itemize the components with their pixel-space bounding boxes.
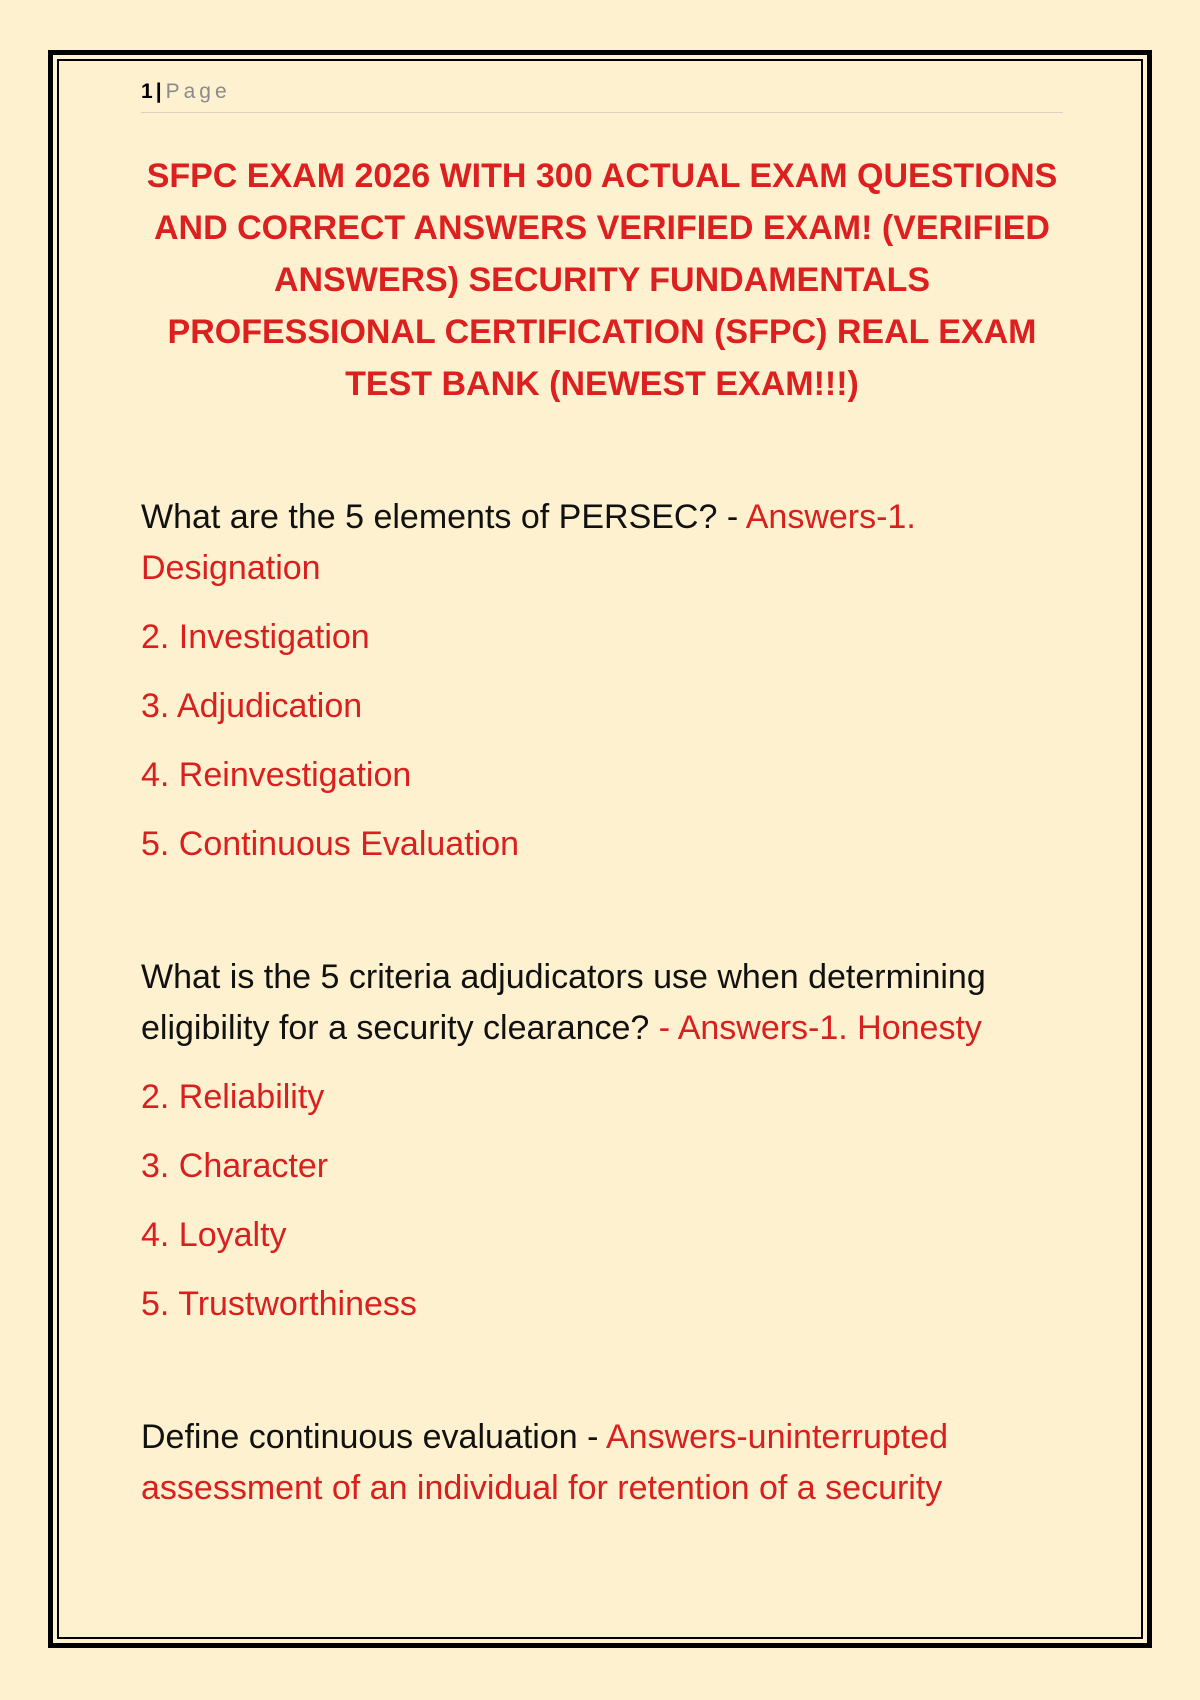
question-text: What are the 5 elements of PERSEC? - xyxy=(141,498,746,536)
qa-block-continuous-evaluation xyxy=(141,1412,1071,1514)
answer-list-item: 5. Trustworthiness xyxy=(141,1285,417,1323)
question-text: Define continuous evaluation - xyxy=(141,1418,606,1456)
qa-block-adjudication-criteria xyxy=(141,952,1071,1330)
question-line xyxy=(141,492,1071,594)
answer-list-item: 4. Reinvestigation xyxy=(141,756,412,794)
answer-text: Answers-1. Designation xyxy=(141,498,916,587)
answer-list-item: 2. Investigation xyxy=(141,618,370,656)
question-line xyxy=(141,1412,1071,1514)
answer-list-item: 3. Adjudication xyxy=(141,687,363,725)
document-title: SFPC EXAM 2026 WITH 300 ACTUAL EXAM QUESTIONS AND CORRECT ANSWERS VERIFIED EXAM! (VERIFIED ANSWERS) SECURITY FUNDAMENTALS PROFESSIONAL CERTIFICATION (SFPC) REAL EXAM TEST BANK (NEWEST EXAM!!!) xyxy=(146,157,1058,403)
page-separator: | xyxy=(155,80,162,103)
page-number: 1 xyxy=(141,80,153,103)
answer-list-item: 3. Character xyxy=(141,1147,329,1185)
page-header xyxy=(141,80,1063,113)
answer-list-item: 2. Reliability xyxy=(141,1078,325,1116)
qa-block-persec xyxy=(141,492,1071,870)
answer-text: Answers-uninterrupted assessment of an individual for retention of a security xyxy=(141,1418,949,1507)
page-label: Page xyxy=(165,80,231,103)
answer-text: - Answers-1. Honesty xyxy=(658,1009,982,1047)
question-text: What is the 5 criteria adjudicators use when determining eligibility for a security clearance? xyxy=(141,958,986,1047)
answer-list-item: 5. Continuous Evaluation xyxy=(141,825,520,863)
question-line xyxy=(141,952,1071,1054)
qa-content xyxy=(141,492,1071,1514)
answer-list-item: 4. Loyalty xyxy=(141,1216,287,1254)
